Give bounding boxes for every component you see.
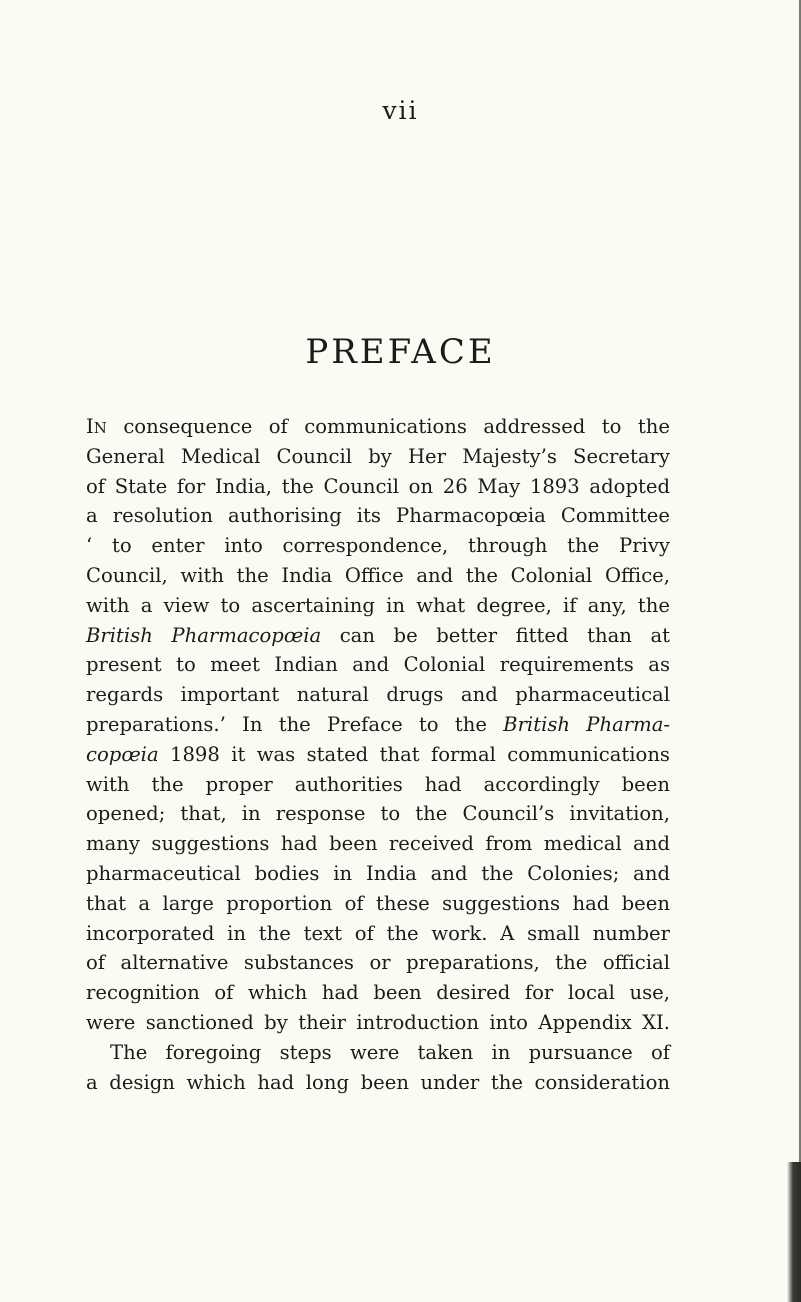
drop-initial: I (86, 415, 94, 438)
line-text: consequence of communications addressed to the (106, 415, 670, 438)
line-text: can be better fitted than at (321, 623, 671, 647)
text-line: with a view to ascertaining in what degree, if any, the (86, 593, 670, 617)
page-number: vii (382, 96, 419, 125)
text-line: that a large proportion of these suggestions had been (86, 891, 670, 915)
small-caps-text: N (93, 419, 107, 437)
text-line: were sanctioned by their introduction into Appendix XI. (86, 1010, 670, 1034)
text-line: Council, with the India Office and the Colonial Office, (86, 563, 670, 587)
preface-paragraph (86, 412, 670, 1097)
text-line: ‘ to enter into correspondence, through the Privy (86, 534, 670, 558)
text-line: The foregoing steps were taken in pursuance of (110, 1040, 670, 1064)
text-line: regards important natural drugs and pharmaceutical (86, 683, 670, 707)
page-title: PREFACE (305, 332, 496, 372)
text-line: with the proper authorities had accordingly been (86, 772, 670, 796)
text-line: opened; that, in response to the Council’s invitation, (86, 802, 670, 826)
binding-shadow (787, 1162, 801, 1302)
text-line (86, 621, 670, 651)
line-text: preparations.’ In the Preface to the (86, 712, 504, 736)
italic-title: British Pharma- (503, 712, 670, 736)
text-line (86, 412, 670, 442)
italic-title: copœia (86, 742, 159, 766)
text-line: recognition of which had been desired for local use, (86, 981, 670, 1005)
italic-title: British Pharmacopœia (86, 623, 322, 647)
text-line: of State for India, the Council on 26 May 1893 adopted (86, 474, 670, 498)
text-line: present to meet Indian and Colonial requirements as (86, 653, 670, 677)
line-text: 1898 it was stated that formal communications (158, 742, 670, 766)
text-line: many suggestions had been received from medical and (86, 832, 670, 856)
text-line: incorporated in the text of the work. A small number (86, 921, 670, 945)
text-line: General Medical Council by Her Majesty’s Secretary (86, 444, 670, 468)
text-line: pharmaceutical bodies in India and the Colonies; and (86, 861, 670, 885)
text-line: a resolution authorising its Pharmacopœia Committee (86, 504, 670, 528)
text-line: of alternative substances or preparations, the official (86, 951, 670, 975)
text-line (86, 710, 670, 740)
text-line (86, 740, 670, 770)
text-line: a design which had long been under the consideration (86, 1070, 670, 1094)
